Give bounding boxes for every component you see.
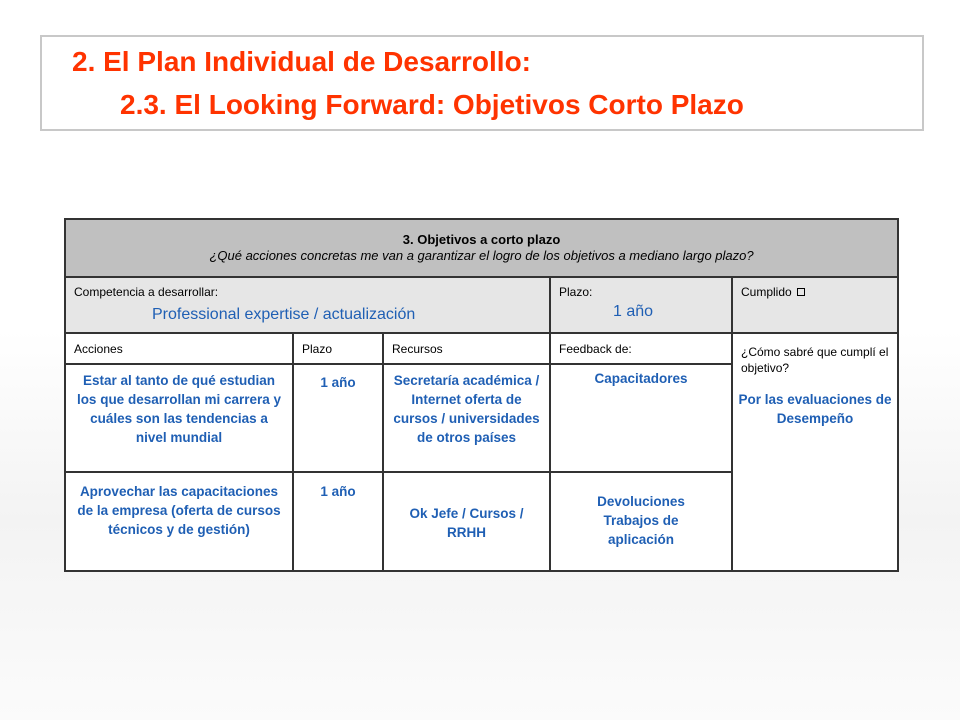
plazo-cell: 1 año [293,472,383,571]
feedback-cell: Devoluciones Trabajos de aplicación [550,472,732,571]
recursos-cell: Secretaría académica / Internet oferta de cursos / universidades de otros países [383,364,550,472]
como-sabre-cell [732,333,898,571]
plazo-value: 1 año [613,303,654,320]
form-header-question: ¿Qué acciones concretas me van a garantizar el logro de los objetivos a mediano largo plazo? [209,248,754,263]
objectives-form-table [64,218,899,572]
plazo-label: Plazo: [559,285,593,299]
slide-title: 2. El Plan Individual de Desarrollo: [72,46,532,77]
feedback-cell: Capacitadores [550,364,732,472]
form-header [65,219,898,277]
col-header-acciones: Acciones [65,333,293,364]
slide-subtitle: 2.3. El Looking Forward: Objetivos Corto Plazo [120,89,744,120]
accion-cell: Estar al tanto de qué estudian los que desarrollan mi carrera y cuáles son las tendencias a nivel mundial [65,364,293,472]
recursos-cell: Ok Jefe / Cursos / RRHH [383,472,550,571]
form-header-title: 3. Objetivos a corto plazo [402,232,561,247]
como-sabre-answer: Por las evaluaciones de Desempeño [738,392,892,426]
cumplido-cell [732,277,898,333]
col-header-plazo: Plazo [293,333,383,364]
cumplido-label: Cumplido [741,285,792,299]
col-header-feedback: Feedback de: [550,333,732,364]
competencia-value: Professional expertise / actualización [152,306,416,323]
competencia-label: Competencia a desarrollar: [74,285,219,299]
accion-cell: Aprovechar las capacitaciones de la empresa (oferta de cursos técnicos y de gestión) [65,472,293,571]
cumplido-checkbox[interactable] [797,288,805,296]
competencia-cell [65,277,550,333]
como-sabre-question: ¿Cómo sabré que cumplí el objetivo? [741,345,889,375]
col-header-recursos: Recursos [383,333,550,364]
plazo-cell: 1 año [293,364,383,472]
plazo-cell [550,277,732,333]
slide-title-box [40,35,924,131]
